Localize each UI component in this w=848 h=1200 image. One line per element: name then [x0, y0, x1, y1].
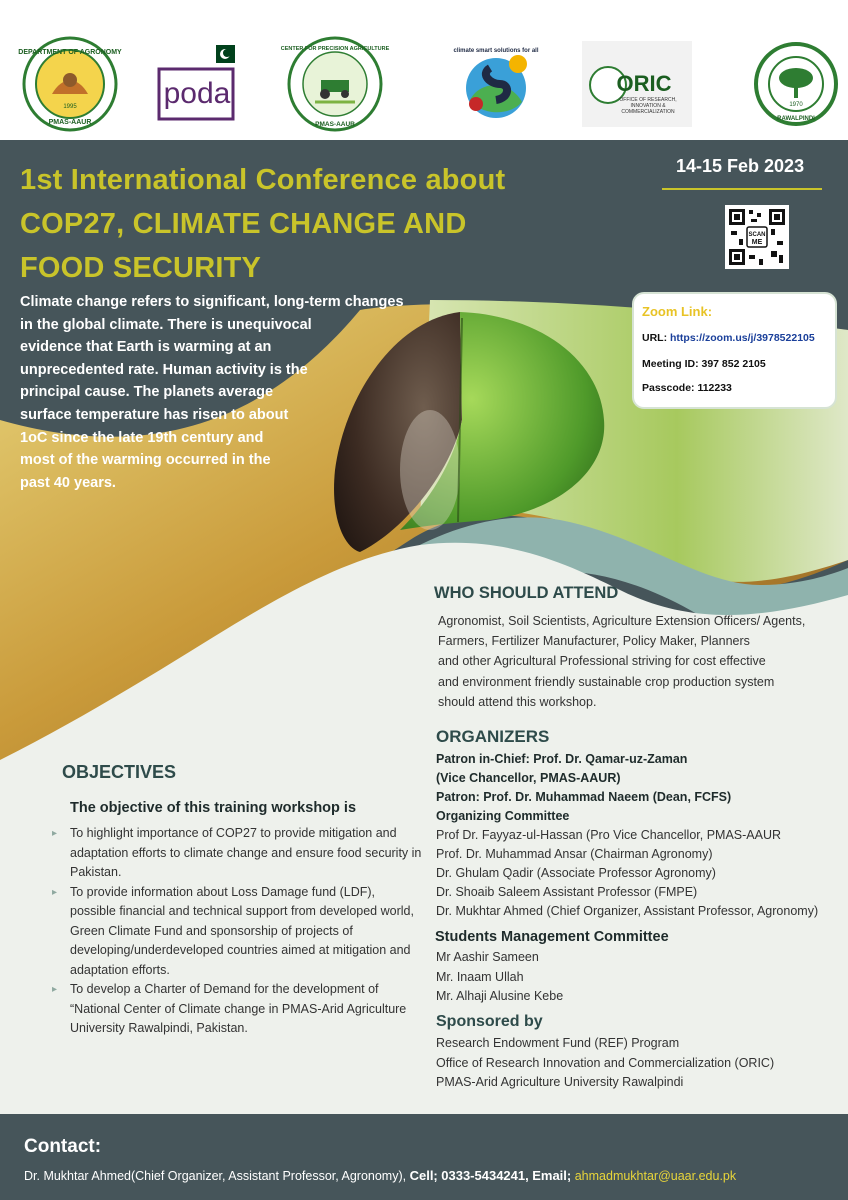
- title-line-3: FOOD SECURITY: [20, 252, 262, 284]
- sponsor-line: Research Endowment Fund (REF) Program: [436, 1036, 680, 1050]
- svg-text:INNOVATION &: INNOVATION &: [630, 103, 666, 109]
- zoom-url-link[interactable]: https://zoom.us/j/3978522105: [670, 332, 815, 344]
- svg-text:OFFICE OF RESEARCH,: OFFICE OF RESEARCH,: [619, 97, 677, 103]
- intro-line: evidence that Earth is warming at an: [20, 339, 272, 356]
- patron-in-chief: Patron in-Chief: Prof. Dr. Qamar-uz-Zaman: [436, 752, 688, 766]
- student-member: Mr. Inaam Ullah: [436, 969, 524, 984]
- organizing-committee-list: [436, 826, 841, 921]
- student-member: Mr. Alhaji Alusine Kebe: [436, 989, 564, 1003]
- organizing-committee-heading: Organizing Committee: [436, 809, 570, 823]
- climate-smart-solutions-logo: [448, 36, 544, 132]
- conference-date: 14-15 Feb 2023: [676, 156, 805, 176]
- contact-line: [24, 1168, 736, 1183]
- sponsor-line: Office of Research Innovation and Commercialization (ORIC): [436, 1055, 775, 1070]
- title-line-2: COP27, CLIMATE CHANGE AND: [20, 208, 467, 240]
- intro-line: Climate change refers to significant, long-term changes: [20, 294, 404, 310]
- committee-member: Prof. Dr. Muhammad Ansar (Chairman Agronomy): [436, 847, 713, 861]
- date-underline: [662, 188, 822, 190]
- university-logo: [752, 36, 840, 132]
- svg-text:ME: ME: [751, 239, 763, 246]
- email-label: Email;: [532, 1168, 572, 1183]
- zoom-url-label: URL:: [642, 332, 668, 344]
- students-committee-list: [436, 948, 563, 1007]
- students-committee-heading: Students Management Committee: [435, 929, 669, 945]
- sponsor-line: PMAS-Arid Agriculture University Rawalpindi: [436, 1075, 684, 1089]
- objectives-heading: OBJECTIVES: [62, 762, 177, 782]
- committee-member: Prof Dr. Fayyaz-ul-Hassan (Pro Vice Chancellor, PMAS-AAUR: [436, 828, 782, 842]
- sponsored-by-heading: Sponsored by: [436, 1013, 543, 1030]
- intro-line: most of the warming occurred in the: [20, 452, 271, 469]
- cell-label: Cell;: [409, 1168, 438, 1183]
- logo-bar: [0, 0, 848, 144]
- student-member: Mr Aashir Sameen: [436, 950, 539, 964]
- organizers-heading: ORGANIZERS: [436, 727, 550, 746]
- objectives-list: [52, 824, 422, 1039]
- precision-agriculture-center-logo: [280, 36, 390, 132]
- patron: Patron: Prof. Dr. Muhammad Naeem (Dean, FCFS): [436, 790, 732, 804]
- committee-member: Dr. Ghulam Qadir (Associate Professor Agronomy): [436, 866, 716, 880]
- who-should-attend-heading: WHO SHOULD ATTEND: [434, 584, 619, 602]
- contact-title: Contact:: [24, 1136, 102, 1157]
- committee-member: Dr. Shoaib Saleem Assistant Professor (FMPE): [436, 885, 698, 899]
- contact-footer: [0, 1114, 848, 1200]
- svg-text:RAWALPINDI: RAWALPINDI: [777, 116, 815, 122]
- objective-item: ▸ To highlight importance of COP27 to provide mitigation and adaptation efforts to climate change and ensure food security in Pakistan.: [52, 824, 422, 883]
- intro-line: in the global climate. There is unequivocal: [20, 316, 312, 333]
- who-line: and environment friendly sustainable crop production system: [438, 674, 775, 689]
- organizers-block: [436, 750, 841, 921]
- svg-text:1970: 1970: [789, 102, 803, 108]
- zoom-url-line: [642, 332, 815, 344]
- conference-title: [20, 158, 620, 290]
- intro-line: surface temperature has risen to about: [20, 406, 289, 423]
- zoom-passcode: Passcode: 112233: [642, 382, 732, 394]
- who-line: and other Agricultural Professional striving for cost effective: [438, 654, 766, 669]
- email-link[interactable]: ahmadmukhtar@uaar.edu.pk: [574, 1169, 737, 1183]
- objective-item: ▸ To develop a Charter of Demand for the development of “National Center of Climate change in PMAS-Arid Agriculture University Rawalpindi, Pakistan.: [52, 980, 422, 1039]
- zoom-meeting-id: Meeting ID: 397 852 2105: [642, 358, 766, 370]
- oric-logo: [582, 36, 692, 132]
- svg-text:PMAS-AAUR: PMAS-AAUR: [315, 121, 355, 128]
- cell-number[interactable]: 0333-5434241,: [441, 1168, 529, 1183]
- intro-line: principal cause. The planets average: [20, 384, 274, 401]
- zoom-link-box: [632, 292, 837, 409]
- zoom-title: Zoom Link:: [642, 304, 713, 319]
- sponsors-list: [436, 1034, 774, 1093]
- svg-text:SCAN: SCAN: [748, 232, 766, 238]
- who-line: should attend this workshop.: [438, 694, 597, 709]
- objectives-subheading: The objective of this training workshop is: [70, 800, 357, 816]
- svg-text:CENTER FOR PRECISION AGRICULTU: CENTER FOR PRECISION AGRICULTURE: [280, 46, 390, 52]
- svg-text:COMMERCIALIZATION: COMMERCIALIZATION: [621, 109, 675, 115]
- svg-text:ORIC: ORIC: [616, 71, 672, 96]
- objective-item: ▸ To provide information about Loss Damage fund (LDF), possible financial and technical support from developed world, Green Climate Fund and sponsorship of projects of developing/underdeveloped countries aimed at mitigation and adaptation efforts.: [52, 883, 422, 981]
- qr-code[interactable]: [725, 205, 789, 269]
- patron-in-chief-role: (Vice Chancellor, PMAS-AAUR): [436, 771, 621, 785]
- poda-logo-text: poda: [163, 77, 231, 110]
- svg-text:1995: 1995: [63, 104, 77, 110]
- intro-line: unprecedented rate. Human activity is the: [20, 361, 308, 378]
- contact-person: Dr. Mukhtar Ahmed(Chief Organizer, Assistant Professor, Agronomy),: [24, 1169, 407, 1183]
- svg-text:PMAS-AAUR: PMAS-AAUR: [48, 119, 92, 126]
- who-line: Agronomist, Soil Scientists, Agriculture Extension Officers/ Agents,: [438, 614, 806, 628]
- agronomy-logo-top-text: DEPARTMENT OF AGRONOMY: [18, 49, 122, 56]
- who-should-attend-text: [438, 611, 805, 712]
- agronomy-department-logo: [18, 36, 122, 132]
- committee-member: Dr. Mukhtar Ahmed (Chief Organizer, Assistant Professor, Agronomy): [436, 904, 819, 918]
- intro-line: past 40 years.: [20, 474, 116, 491]
- svg-text:climate smart solutions for al: climate smart solutions for all: [453, 48, 539, 54]
- title-line-1: 1st International Conference about: [20, 164, 506, 196]
- who-line: Farmers, Fertilizer Manufacturer, Policy Maker, Planners: [438, 634, 750, 649]
- intro-paragraph: [20, 291, 415, 494]
- poda-logo: [150, 36, 246, 132]
- intro-line: 1oC since the late 19th century and: [20, 429, 264, 446]
